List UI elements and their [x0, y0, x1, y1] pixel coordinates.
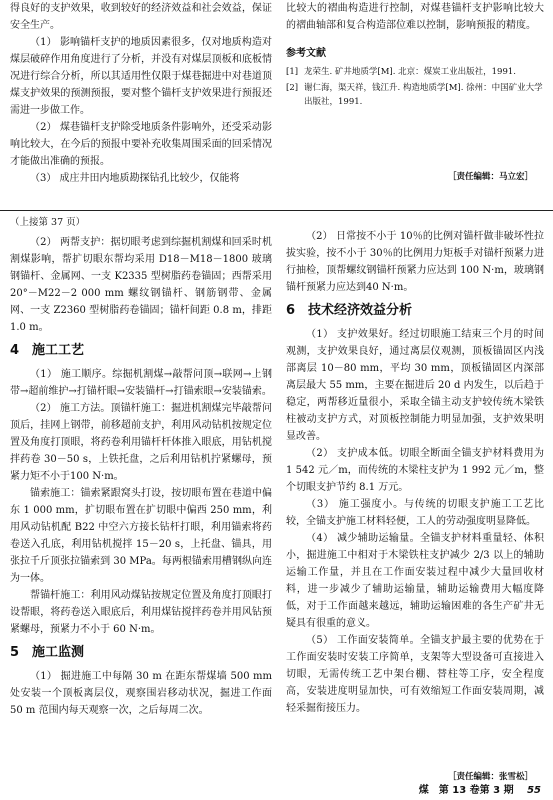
- paragraph: （2） 施工方法。顶锚杆施工：掘进机割煤完毕敲帮问顶后，挂网上钢带，前移超前支护，利用风动钻机按规定位置及角度打顶眼，将药卷利用锚杆杆体推入眼底，用钻机搅拌药卷 30－50 s，上铁托盘，之后利用钻机拧紧螺母，预紧力矩不小于100 N·m。: [10, 403, 272, 482]
- paragraph: （4） 减少辅助运输量。全锚支护材料重量轻、体积小，掘进施工中相对于木梁铁柱支护减少 2/3 以上的辅助运输工作量，并且在工作面安装过程中减少大量回收材料，进一步减少了辅助运输量，辅助运输费用大幅度降低，对于工作面越来越远，辅助运输困难的各生产矿井无疑具有很重的意义。: [286, 533, 544, 629]
- paragraph: （2） 两帮支护：据切眼考虑到综掘机割煤和回采时机割煤影响，帮扩切眼东帮均采用 D18－M18－1800 玻璃钢锚杆、金属网、一支 K2335 型树脂药卷锚固；西帮采用 20°－M22－2 000 mm 螺纹钢锚杆、钢筋钢带、金属网、一支 Z2360 型树脂药卷锚固；锚杆间距 0.8 m，排距 1.0 m。: [10, 237, 272, 333]
- text-fragment: 比较大的褶曲构造进行控制，对煤巷锚杆支护影响比较大的褶曲轴部和复合构造部位难以控制，影响预报的精度。: [286, 3, 544, 31]
- continued-note: （上接第 37 页）: [10, 217, 86, 228]
- bottom-left-column: [10, 214, 272, 719]
- reference-text: 龙荣生. 矿井地质学[M]. 北京：煤炭工业出版社，1991.: [304, 67, 516, 77]
- paragraph: 帮锚杆施工：利用风动煤钻按规定位置及角度打顶眼打设帮眼，将药卷送入眼底后，利用煤钻搅拌药卷并用风钻预紧螺母，预紧力不小于 60 N·m。: [10, 590, 272, 635]
- journal-name: 煤 第 13 卷第 3 期: [418, 785, 514, 796]
- section-heading: 6 技术经济效益分析: [286, 303, 413, 318]
- paragraph: 锚索施工：锚索紧跟窝头打设，按切眼布置在巷道中偏东 1 000 mm，扩切眼布置在扩切眼中偏西 250 mm，利用风动钻机配 B22 中空六方接长钻杆打眼，利用锚索将药卷送入孔底，利用钻机搅拌 15－20 s，上托盘、锚具，用张拉千斤顶张拉锚索到 30 MPa。每两根锚索用槽钢纵向连为一体。: [10, 488, 272, 584]
- section-heading: 5 施工监测: [10, 645, 85, 660]
- editor-credit: ［责任编辑：张雪松］: [448, 772, 534, 782]
- paragraph: （2） 支护成本低。切眼全断面全锚支护材料费用为 1 542 元／m，而传统的木梁柱支护为 1 992 元／m，整个切眼支护节约 8.1 万元。: [286, 448, 544, 493]
- reference-number: [1]: [286, 67, 299, 77]
- reference-item: [286, 65, 544, 79]
- references-title: 参考文献: [286, 48, 326, 59]
- page-number: 55: [527, 785, 541, 796]
- reference-item: [286, 81, 544, 109]
- paragraph: （1） 影响锚杆支护的地质因素很多，仅对地质构造对煤层破碎作用角度进行了分析，并没有对煤层顶板和底板情况进行综合分析，所以其适用性仅限于煤巷掘进中对巷道顶煤支护效果的预测预报，要对整个锚杆支护效果进行预报还需进一步做工作。: [10, 37, 272, 116]
- paragraph: （1） 掘进施工中每隔 30 m 在距东帮煤墙 500 mm 处安装一个顶板离层仪，观察围岩移动状况，掘进工作面 50 m 范围内每天观察一次，之后每周二次。: [10, 671, 272, 716]
- paragraph: （3） 施工强度小。与传统的切眼支护施工工艺比较，全锚支护施工材料轻便，工人的劳动强度明显降低。: [286, 499, 544, 527]
- reference-text: 谢仁海，渠天祥，钱江升. 构造地质学[M]. 徐州：中国矿业大学出版社，1991.: [304, 83, 543, 107]
- page-footer: [419, 781, 541, 796]
- reference-number: [2]: [286, 83, 299, 93]
- text-fragment: 得良好的支护效果，收到较好的经济效益和社会效益，保证安全生产。: [10, 3, 272, 31]
- top-left-column: [10, 0, 272, 187]
- editor-credit: ［责任编辑：马立宏］: [448, 172, 534, 182]
- section-divider: [0, 210, 553, 211]
- paragraph: （3） 成庄井田内地质勘探钻孔比较少，仅能将: [30, 173, 240, 184]
- section-heading: 4 施工工艺: [10, 343, 85, 358]
- bottom-right-column: [286, 228, 544, 717]
- paragraph: （1） 支护效果好。经过切眼施工结束三个月的时间观测，支护效果良好，通过离层仪观测，顶板锚固区内浅部离层 10－80 mm，平均 30 mm，顶板锚固区内深部离层最大 55 mm，主要在掘进后 20 d 内发生，以后趋于稳定，两帮移近量很小，采取全锚主动支护较传统木梁铁柱被动支护方式，对顶板控制能力明显加强，支护效果明显改善。: [286, 329, 544, 442]
- paragraph: （5） 工作面安装简单。全锚支护最主要的优势在于工作面安装时安装工序简单，支架等大型设备可直接进入切眼，无需传统工艺中架台棚、替柱等工序，安全程度高，安装进度明显加快，可有效缩短工作面安装周期，减轻采掘衔接压力。: [286, 635, 544, 714]
- paragraph: （2） 日常按不小于 10％的比例对锚杆做非破坏性拉拔实验，按不小于 30％的比例用力矩板手对锚杆预紧力进行抽检，顶帮螺纹钢锚杆预紧力应达到 100 N·m，玻璃钢锚杆预紧力应达到40 N·m。: [286, 231, 544, 293]
- top-right-column: [286, 0, 544, 109]
- paragraph: （2） 煤巷锚杆支护除受地质条件影响外，还受采动影响比较大，在今后的预报中要补充收集周围采面的回采情况才能做出准确的预报。: [10, 122, 272, 167]
- paragraph: （1） 施工顺序。综掘机割煤→敲帮问顶→联网→上钢带→超前维护→打锚杆眼→安装锚杆→打锚索眼→安装锚索。: [10, 369, 272, 397]
